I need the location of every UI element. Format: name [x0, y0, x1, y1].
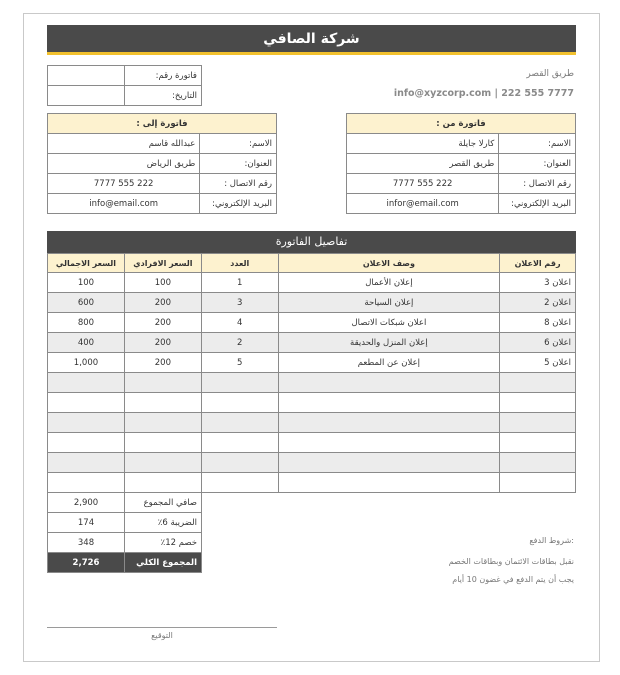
- ad-no-cell[interactable]: اعلان 2: [500, 293, 576, 313]
- empty-cell[interactable]: [201, 433, 278, 453]
- table-row: [48, 313, 576, 333]
- empty-cell[interactable]: [124, 373, 201, 393]
- empty-cell[interactable]: [201, 453, 278, 473]
- empty-cell[interactable]: [201, 373, 278, 393]
- ad-no-cell[interactable]: اعلان 6: [500, 333, 576, 353]
- company-address: طريق القصر: [526, 69, 574, 79]
- empty-cell[interactable]: [278, 453, 499, 473]
- from-phone-label: رقم الاتصال :: [499, 174, 576, 194]
- payment-terms-line-2: يجب أن يتم الدفع في غضون 10 أيام: [452, 575, 574, 584]
- col-description: وصف الاعلان: [278, 254, 499, 273]
- to-email-label: البريد الإلكتروني:: [200, 194, 277, 214]
- empty-row: [48, 393, 576, 413]
- totals-table: [47, 492, 202, 573]
- table-row: [48, 293, 576, 313]
- description-cell[interactable]: اعلان شبكات الاتصال: [278, 313, 499, 333]
- invoice-to-title: فاتورة إلى :: [48, 114, 277, 134]
- to-name-label: الاسم:: [200, 134, 277, 154]
- total-cell[interactable]: 100: [48, 273, 125, 293]
- ad-no-cell[interactable]: اعلان 3: [500, 273, 576, 293]
- empty-cell[interactable]: [201, 413, 278, 433]
- empty-cell[interactable]: [201, 393, 278, 413]
- company-contact: info@xyzcorp.com | 222 555 7777: [393, 88, 574, 99]
- empty-cell[interactable]: [48, 473, 125, 493]
- empty-cell[interactable]: [124, 453, 201, 473]
- to-phone-label: رقم الاتصال :: [200, 174, 277, 194]
- invoice-from-title: فاتورة من :: [347, 114, 576, 134]
- unit-price-cell[interactable]: 200: [124, 293, 201, 313]
- col-total: السعر الاجمالي: [48, 254, 125, 273]
- from-address-label: العنوان:: [499, 154, 576, 174]
- empty-cell[interactable]: [124, 473, 201, 493]
- from-phone-field[interactable]: 222 555 7777: [347, 174, 499, 194]
- invoice-items-table: [47, 253, 576, 493]
- qty-cell[interactable]: 3: [201, 293, 278, 313]
- to-email-field[interactable]: info@email.com: [48, 194, 200, 214]
- discount-label: خصم 12٪: [125, 533, 202, 553]
- empty-row: [48, 413, 576, 433]
- signature-label: التوقيع: [151, 631, 173, 640]
- total-cell[interactable]: 600: [48, 293, 125, 313]
- from-address-field[interactable]: طريق القصر: [347, 154, 499, 174]
- empty-cell[interactable]: [48, 393, 125, 413]
- qty-cell[interactable]: 5: [201, 353, 278, 373]
- empty-cell[interactable]: [201, 473, 278, 493]
- grand-total-label: المجموع الكلي: [125, 553, 202, 573]
- discount-value[interactable]: 348: [48, 533, 125, 553]
- invoice-meta-table: [47, 65, 202, 106]
- description-cell[interactable]: إعلان الأعمال: [278, 273, 499, 293]
- invoice-details-title: تفاصيل الفاتورة: [47, 231, 576, 253]
- empty-cell[interactable]: [500, 393, 576, 413]
- company-name-header: شركة الصافي: [47, 25, 576, 55]
- from-email-field[interactable]: infor@email.com: [347, 194, 499, 214]
- empty-cell[interactable]: [124, 413, 201, 433]
- col-unit-price: السعر الافرادي: [124, 254, 201, 273]
- empty-cell[interactable]: [500, 453, 576, 473]
- empty-cell[interactable]: [278, 433, 499, 453]
- subtotal-label: صافي المجموع: [125, 493, 202, 513]
- table-row: [48, 353, 576, 373]
- payment-terms-title: شروط الدفع:: [529, 536, 574, 545]
- invoice-number-label: فاتورة رقم:: [125, 66, 202, 86]
- empty-cell[interactable]: [500, 433, 576, 453]
- payment-terms-line-1: نقبل بطاقات الائتمان وبطاقات الخصم: [448, 557, 574, 566]
- from-name-label: الاسم:: [499, 134, 576, 154]
- unit-price-cell[interactable]: 200: [124, 333, 201, 353]
- empty-row: [48, 373, 576, 393]
- invoice-date-label: التاريخ:: [125, 86, 202, 106]
- to-name-field[interactable]: عبدالله قاسم: [48, 134, 200, 154]
- signature-line[interactable]: [47, 627, 277, 628]
- empty-cell[interactable]: [48, 433, 125, 453]
- total-cell[interactable]: 1,000: [48, 353, 125, 373]
- empty-cell[interactable]: [48, 453, 125, 473]
- col-ad-no: رقم الاعلان: [500, 254, 576, 273]
- total-cell[interactable]: 400: [48, 333, 125, 353]
- tax-value[interactable]: 174: [48, 513, 125, 533]
- tax-label: الضريبة 6٪: [125, 513, 202, 533]
- invoice-number-field[interactable]: [48, 66, 125, 86]
- invoice-date-field[interactable]: [48, 86, 125, 106]
- empty-cell[interactable]: [278, 393, 499, 413]
- empty-cell[interactable]: [500, 373, 576, 393]
- empty-row: [48, 473, 576, 493]
- invoice-to-table: [47, 113, 277, 214]
- empty-cell[interactable]: [48, 373, 125, 393]
- empty-row: [48, 433, 576, 453]
- qty-cell[interactable]: 4: [201, 313, 278, 333]
- empty-cell[interactable]: [500, 413, 576, 433]
- invoice-from-table: [346, 113, 576, 214]
- description-cell[interactable]: إعلان السياحة: [278, 293, 499, 313]
- total-cell[interactable]: 800: [48, 313, 125, 333]
- ad-no-cell[interactable]: اعلان 8: [500, 313, 576, 333]
- empty-cell[interactable]: [500, 473, 576, 493]
- qty-cell[interactable]: 2: [201, 333, 278, 353]
- empty-cell[interactable]: [124, 393, 201, 413]
- table-row: [48, 273, 576, 293]
- empty-row: [48, 453, 576, 473]
- unit-price-cell[interactable]: 200: [124, 313, 201, 333]
- table-row: [48, 333, 576, 353]
- empty-cell[interactable]: [278, 373, 499, 393]
- col-qty: العدد: [201, 254, 278, 273]
- description-cell[interactable]: إعلان عن المطعم: [278, 353, 499, 373]
- description-cell[interactable]: إعلان المنزل والحديقة: [278, 333, 499, 353]
- empty-cell[interactable]: [124, 433, 201, 453]
- subtotal-value: 2,900: [48, 493, 125, 513]
- unit-price-cell[interactable]: 200: [124, 353, 201, 373]
- to-address-label: العنوان:: [200, 154, 277, 174]
- from-email-label: البريد الإلكتروني:: [499, 194, 576, 214]
- from-name-field[interactable]: كارلا جايلة: [347, 134, 499, 154]
- to-address-field[interactable]: طريق الرياض: [48, 154, 200, 174]
- unit-price-cell[interactable]: 100: [124, 273, 201, 293]
- qty-cell[interactable]: 1: [201, 273, 278, 293]
- grand-total-value: 2,726: [48, 553, 125, 573]
- ad-no-cell[interactable]: اعلان 5: [500, 353, 576, 373]
- empty-cell[interactable]: [48, 413, 125, 433]
- empty-cell[interactable]: [278, 473, 499, 493]
- to-phone-field[interactable]: 222 555 7777: [48, 174, 200, 194]
- empty-cell[interactable]: [278, 413, 499, 433]
